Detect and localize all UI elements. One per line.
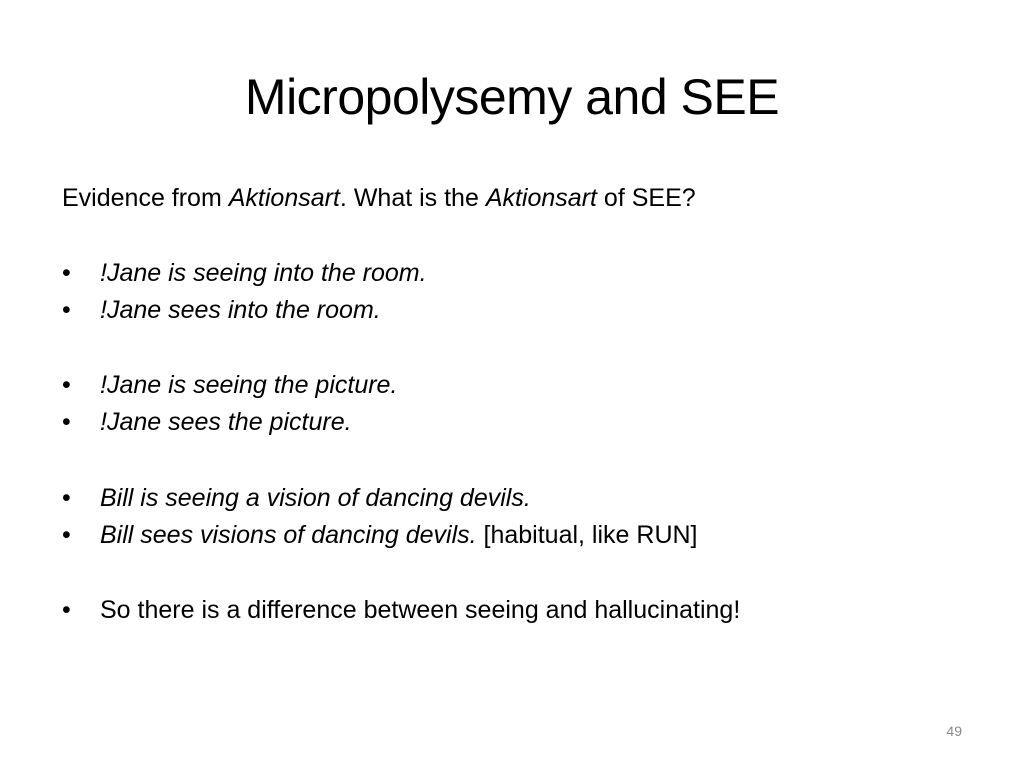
page-number: 49 xyxy=(946,723,962,739)
bullet-example: Bill sees visions of dancing devils. xyxy=(100,521,477,549)
bullet-note: [habitual, like RUN] xyxy=(476,521,698,549)
bullet-text xyxy=(100,517,698,553)
bullet-text xyxy=(100,367,397,403)
bullet-example: !Jane is seeing into the room. xyxy=(100,259,427,287)
bullet-dot: • xyxy=(62,484,71,512)
intro-text-3: of SEE? xyxy=(596,184,696,212)
bullet-dot: • xyxy=(62,371,71,399)
intro-term-1: Aktionsart xyxy=(228,184,340,212)
intro-line xyxy=(62,180,696,216)
bullet-example: Bill is seeing a vision of dancing devils. xyxy=(100,484,531,512)
bullet-text xyxy=(100,480,531,516)
slide-title: Micropolysemy and SEE xyxy=(244,69,780,125)
bullet-example: !Jane sees into the room. xyxy=(100,296,381,324)
bullet-dot: • xyxy=(62,596,71,624)
intro-term-2: Aktionsart xyxy=(485,184,597,212)
bullet-example: !Jane sees the picture. xyxy=(100,408,352,436)
bullet-dot: • xyxy=(62,259,71,287)
bullet-text xyxy=(100,292,381,328)
intro-text-1: Evidence from xyxy=(62,184,229,212)
bullet-note: So there is a difference between seeing and hallucinating! xyxy=(100,596,741,624)
bullet-dot: • xyxy=(62,521,71,549)
bullet-text xyxy=(100,404,352,440)
bullet-example: !Jane is seeing the picture. xyxy=(100,371,398,399)
intro-text-2: . What is the xyxy=(339,184,486,212)
bullet-text xyxy=(100,592,740,628)
bullet-text xyxy=(100,255,427,291)
bullet-dot: • xyxy=(62,296,71,324)
bullet-dot: • xyxy=(62,408,71,436)
